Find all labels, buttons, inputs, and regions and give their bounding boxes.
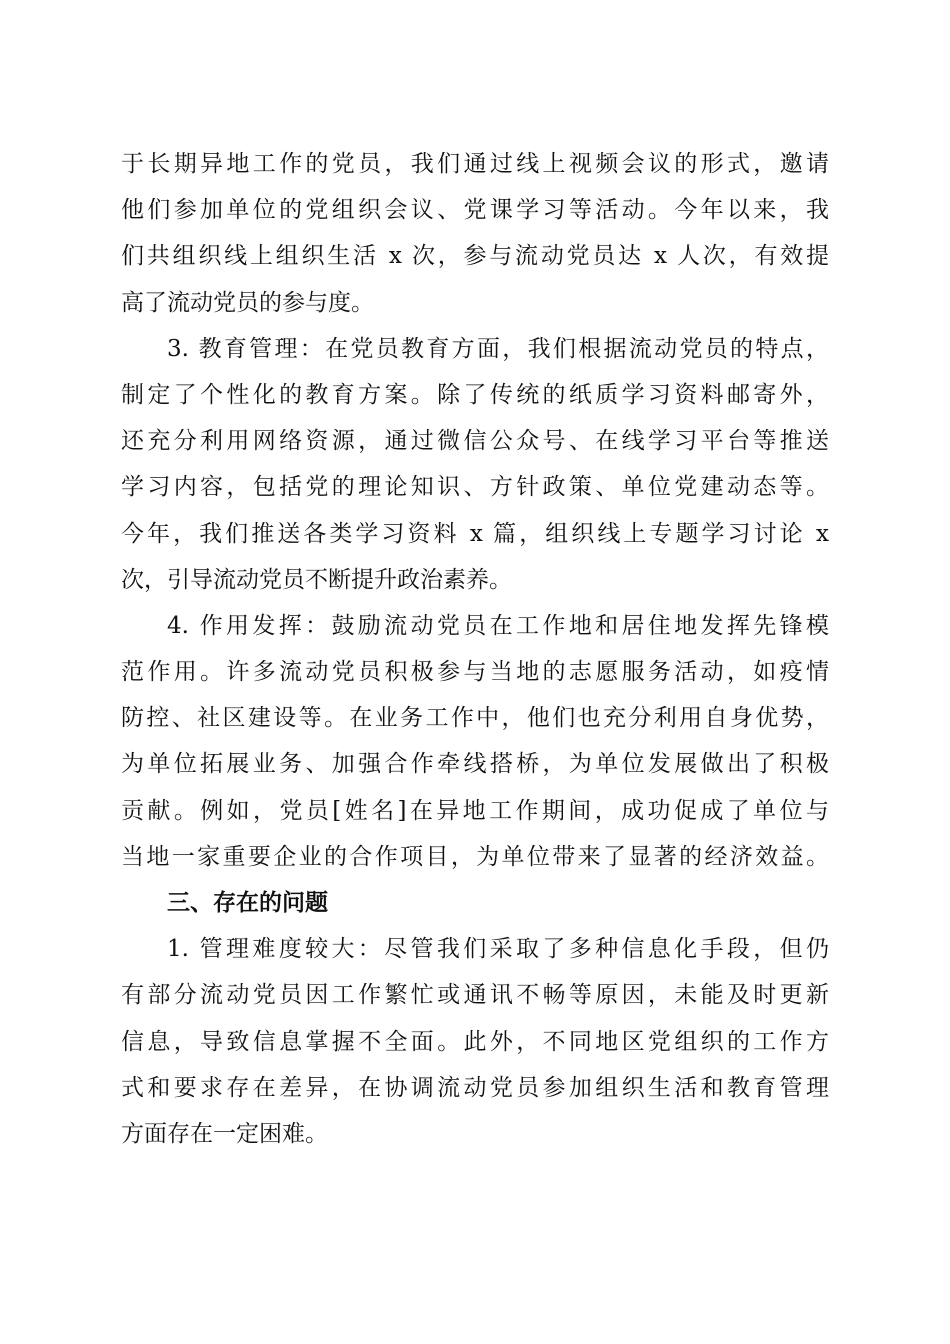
paragraph-education xyxy=(121,326,829,603)
text-line: 还充分利用网络资源，通过微信公众号、在线学习平台等推送 xyxy=(121,428,829,455)
text-line: 于长期异地工作的党员，我们通过线上视频会议的形式，邀请 xyxy=(121,151,829,177)
text-line: 4. 作用发挥：鼓励流动党员在工作地和居住地发挥先锋模 xyxy=(167,612,829,639)
text-line: 学习内容，包括党的理论知识、方针政策、单位党建动态等。 xyxy=(121,474,829,501)
text-line: 今年，我们推送各类学习资料 x 篇，组织线上专题学习讨论 x xyxy=(121,520,829,547)
text-line: 1. 管理难度较大：尽管我们采取了多种信息化手段，但仍 xyxy=(167,936,829,963)
text-line: 方面存在一定困难。 xyxy=(121,1120,328,1147)
text-line: 式和要求存在差异，在协调流动党员参加组织生活和教育管理 xyxy=(121,1074,829,1101)
text-line: 防控、社区建设等。在业务工作中，他们也充分利用自身优势， xyxy=(121,705,829,732)
section-heading: 三、存在的问题 xyxy=(167,890,328,916)
text-line: 贡献。例如，党员[姓名]在异地工作期间，成功促成了单位与 xyxy=(121,797,829,824)
text-line: 当地一家重要企业的合作项目，为单位带来了显著的经济效益。 xyxy=(121,843,829,870)
text-line: 3. 教育管理：在党员教育方面，我们根据流动党员的特点， xyxy=(167,335,829,362)
text-line: 信息，导致信息掌握不全面。此外，不同地区党组织的工作方 xyxy=(121,1028,829,1055)
text-line: 为单位拓展业务、加强合作牵线搭桥，为单位发展做出了积极 xyxy=(121,751,829,778)
text-line: 范作用。许多流动党员积极参与当地的志愿服务活动，如疫情 xyxy=(121,659,829,686)
document-body xyxy=(121,141,829,1157)
paragraph-difficulty xyxy=(121,926,829,1157)
text-line: 次，引导流动党员不断提升政治素养。 xyxy=(121,566,512,593)
paragraph-online-life xyxy=(121,141,829,326)
paragraph-role xyxy=(121,603,829,880)
text-line: 有部分流动党员因工作繁忙或通讯不畅等原因，未能及时更新 xyxy=(121,982,829,1009)
section-heading-problems xyxy=(121,880,829,926)
text-line: 们共组织线上组织生活 x 次，参与流动党员达 x 人次，有效提 xyxy=(121,243,829,270)
text-line: 制定了个性化的教育方案。除了传统的纸质学习资料邮寄外， xyxy=(121,381,829,408)
text-line: 他们参加单位的党组织会议、党课学习等活动。今年以来，我 xyxy=(121,197,829,224)
text-line: 高了流动党员的参与度。 xyxy=(121,289,374,316)
